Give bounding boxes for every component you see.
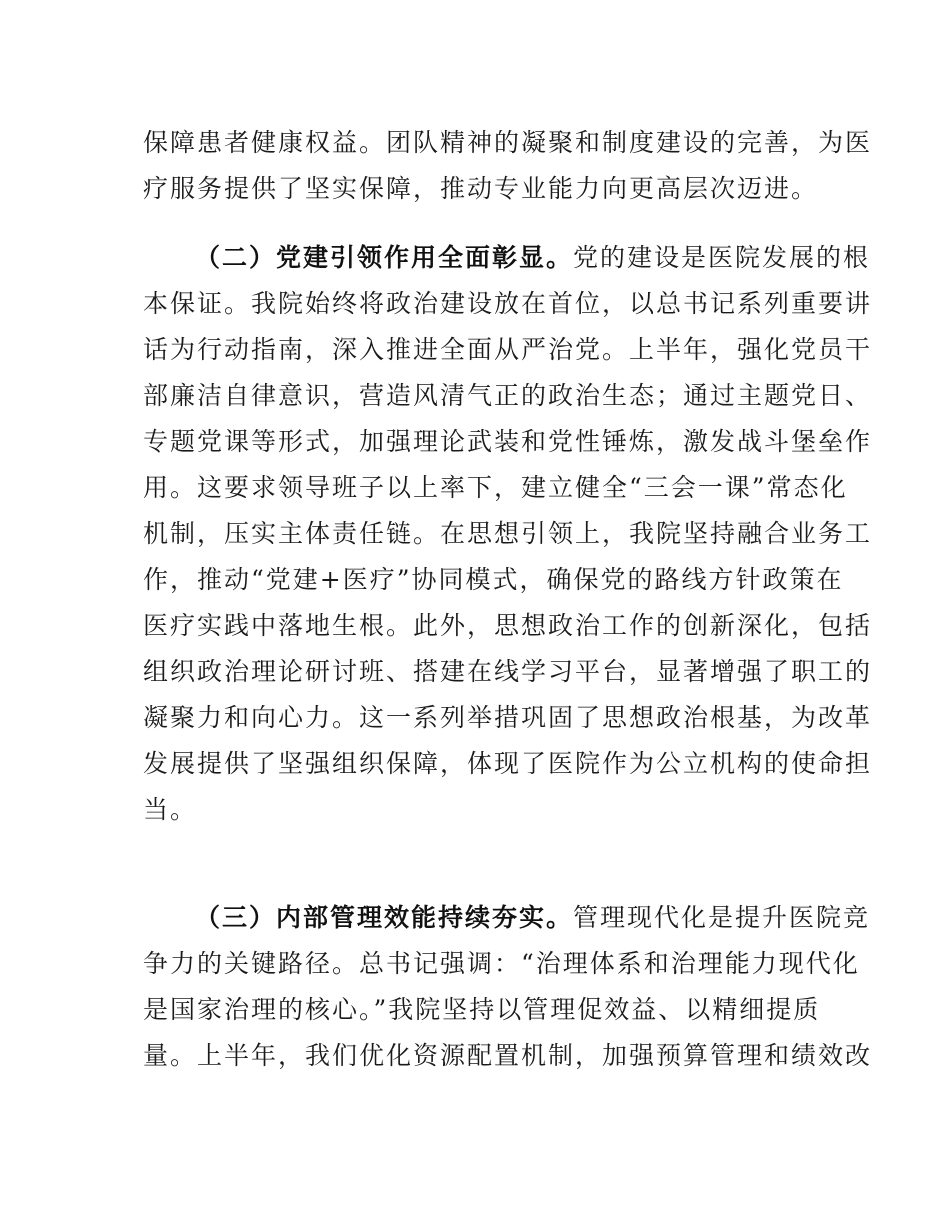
paragraph-2-line-5: 专题党课等形式，加强理论武装和党性锤炼，激发战斗堡垒作: [143, 427, 873, 456]
paragraph-3-line-4: 量。上半年，我们优化资源配置机制，加强预算管理和绩效改: [143, 1041, 873, 1070]
paragraph-2-line-12: 发展提供了坚强组织保障，体现了医院作为公立机构的使命担: [143, 749, 873, 778]
paragraph-2-line-1: [143, 235, 871, 281]
paragraph-2-first-line-text: 党的建设是医院发展的根: [573, 243, 871, 272]
paragraph-3: [143, 895, 873, 1079]
paragraph-2-line-2: 本保证。我院始终将政治建设放在首位，以总书记系列重要讲: [143, 289, 873, 318]
paragraph-3-first-line-text: 管理现代化是提升医院竞: [573, 903, 871, 932]
paragraph-2-line-8: 作，推动“党建+医疗”协同模式，确保党的路线方针政策在: [143, 565, 844, 594]
paragraph-3-line-3: 是国家治理的核心。”我院坚持以管理促效益、以精细提质: [143, 995, 821, 1024]
paragraph-1: [143, 120, 873, 212]
paragraph-2-line-4: 部廉洁自律意识，营造风清气正的政治生态；通过主题党日、: [143, 381, 873, 410]
paragraph-2-line-6: 用。这要求领导班子以上率下，建立健全“三会一课”常态化: [143, 473, 848, 502]
paragraph-2-heading: （二）党建引领作用全面彰显。: [195, 243, 574, 272]
paragraph-3-line-2: 争力的关键路径。总书记强调：“治理体系和治理能力现代化: [143, 949, 860, 978]
paragraph-3-line-1: [143, 895, 871, 941]
paragraph-2-line-10: 组织政治理论研讨班、搭建在线学习平台，显著增强了职工的: [143, 657, 873, 686]
paragraph-2-line-11: 凝聚力和向心力。这一系列举措巩固了思想政治根基，为改革: [143, 703, 873, 732]
paragraph-2-line-7: 机制，压实主体责任链。在思想引领上，我院坚持融合业务工: [143, 519, 873, 548]
paragraph-2-line-13: 当。: [143, 795, 198, 824]
paragraph-2: [143, 235, 873, 833]
paragraph-2-line-3: 话为行动指南，深入推进全面从严治党。上半年，强化党员干: [143, 335, 873, 364]
paragraph-2-line-9: 医疗实践中落地生根。此外，思想政治工作的创新深化，包括: [143, 611, 873, 640]
paragraph-3-heading: （三）内部管理效能持续夯实。: [195, 903, 574, 932]
paragraph-1-line-2: 疗服务提供了坚实保障，推动专业能力向更高层次迈进。: [143, 174, 819, 203]
paragraph-1-line-1: 保障患者健康权益。团队精神的凝聚和制度建设的完善，为医: [143, 128, 873, 157]
